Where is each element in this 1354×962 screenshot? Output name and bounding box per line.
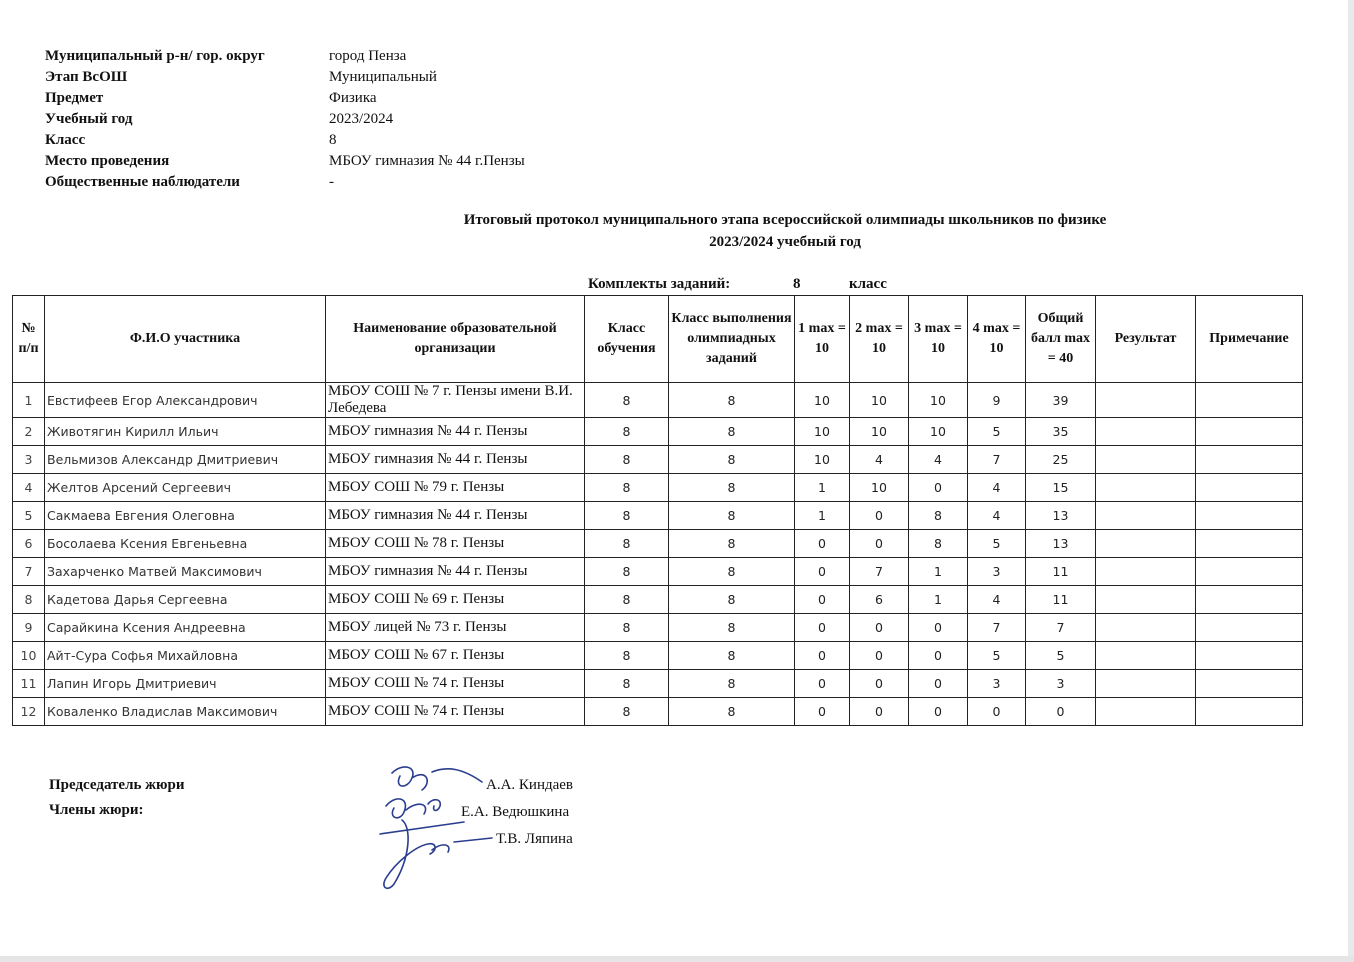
grade: 8 xyxy=(585,418,669,446)
score-total: 3 xyxy=(1026,670,1096,698)
meta-label: Класс xyxy=(45,132,86,148)
score-task-4: 5 xyxy=(968,418,1026,446)
organization: МБОУ гимназия № 44 г. Пензы xyxy=(326,558,585,586)
task-grade: 8 xyxy=(669,502,795,530)
task-grade: 8 xyxy=(669,586,795,614)
meta-label: Предмет xyxy=(45,90,104,106)
header-org: Наименование образовательной организации xyxy=(326,296,585,383)
task-grade: 8 xyxy=(669,530,795,558)
meta-row xyxy=(45,172,525,193)
table-row xyxy=(13,670,1303,698)
organization: МБОУ гимназия № 44 г. Пензы xyxy=(326,446,585,474)
note xyxy=(1196,642,1303,670)
score-task-2: 0 xyxy=(850,530,909,558)
table-row xyxy=(13,558,1303,586)
meta-value: 2023/2024 xyxy=(329,111,394,127)
table-row xyxy=(13,586,1303,614)
note xyxy=(1196,474,1303,502)
result xyxy=(1096,642,1196,670)
header-result: Результат xyxy=(1096,296,1196,383)
score-task-3: 0 xyxy=(909,474,968,502)
result xyxy=(1096,558,1196,586)
meta-row xyxy=(45,46,525,67)
participant-name: Кадетова Дарья Сергеевна xyxy=(45,586,326,614)
grade: 8 xyxy=(585,474,669,502)
task-grade: 8 xyxy=(669,474,795,502)
jury-chair-label: Председатель жюри xyxy=(49,777,185,793)
result xyxy=(1096,418,1196,446)
meta-row xyxy=(45,109,525,130)
row-number: 2 xyxy=(13,418,45,446)
score-task-4: 3 xyxy=(968,670,1026,698)
meta-row xyxy=(45,130,525,151)
grade: 8 xyxy=(585,642,669,670)
meta-value: Муниципальный xyxy=(329,69,437,85)
score-task-2: 7 xyxy=(850,558,909,586)
jury-members-label: Члены жюри: xyxy=(49,802,144,818)
score-task-2: 0 xyxy=(850,502,909,530)
score-total: 11 xyxy=(1026,586,1096,614)
organization: МБОУ СОШ № 78 г. Пензы xyxy=(326,530,585,558)
note xyxy=(1196,502,1303,530)
page-edge xyxy=(1348,0,1354,962)
kits-suffix: класс xyxy=(849,276,887,292)
score-total: 13 xyxy=(1026,502,1096,530)
task-grade: 8 xyxy=(669,698,795,726)
note xyxy=(1196,586,1303,614)
score-task-2: 0 xyxy=(850,698,909,726)
kits-label: Комплекты заданий: xyxy=(588,276,731,292)
note xyxy=(1196,670,1303,698)
task-kits-line xyxy=(588,276,887,293)
grade: 8 xyxy=(585,558,669,586)
score-total: 13 xyxy=(1026,530,1096,558)
score-total: 5 xyxy=(1026,642,1096,670)
table-row xyxy=(13,530,1303,558)
score-task-4: 5 xyxy=(968,642,1026,670)
participant-name: Босолаева Ксения Евгеньевна xyxy=(45,530,326,558)
score-task-3: 1 xyxy=(909,558,968,586)
row-number: 1 xyxy=(13,383,45,418)
table-header-row xyxy=(13,296,1303,383)
result xyxy=(1096,614,1196,642)
organization: МБОУ СОШ № 67 г. Пензы xyxy=(326,642,585,670)
participant-name: Захарченко Матвей Максимович xyxy=(45,558,326,586)
score-total: 15 xyxy=(1026,474,1096,502)
header-name: Ф.И.О участника xyxy=(45,296,326,383)
grade: 8 xyxy=(585,586,669,614)
table-row xyxy=(13,642,1303,670)
grade: 8 xyxy=(585,383,669,418)
task-grade: 8 xyxy=(669,670,795,698)
participant-name: Животягин Кирилл Ильич xyxy=(45,418,326,446)
score-task-3: 1 xyxy=(909,586,968,614)
note xyxy=(1196,383,1303,418)
table-row xyxy=(13,383,1303,418)
task-grade: 8 xyxy=(669,558,795,586)
score-task-2: 0 xyxy=(850,642,909,670)
header-num: № п/п xyxy=(13,296,45,383)
score-task-4: 5 xyxy=(968,530,1026,558)
participant-name: Вельмизов Александр Дмитриевич xyxy=(45,446,326,474)
meta-value: город Пенза xyxy=(329,48,407,64)
header-task-grade: Класс выполнения олимпиадных заданий xyxy=(669,296,795,383)
row-number: 8 xyxy=(13,586,45,614)
row-number: 6 xyxy=(13,530,45,558)
score-task-1: 10 xyxy=(795,383,850,418)
score-task-2: 0 xyxy=(850,614,909,642)
result xyxy=(1096,530,1196,558)
result xyxy=(1096,383,1196,418)
table-row xyxy=(13,698,1303,726)
note xyxy=(1196,558,1303,586)
row-number: 4 xyxy=(13,474,45,502)
note xyxy=(1196,698,1303,726)
meta-value: МБОУ гимназия № 44 г.Пензы xyxy=(329,153,525,169)
score-task-4: 9 xyxy=(968,383,1026,418)
page-bottom-edge xyxy=(0,956,1354,962)
row-number: 5 xyxy=(13,502,45,530)
protocol-year: 2023/2024 учебный год xyxy=(709,234,861,250)
score-task-3: 0 xyxy=(909,698,968,726)
organization: МБОУ СОШ № 74 г. Пензы xyxy=(326,698,585,726)
participant-name: Сакмаева Евгения Олеговна xyxy=(45,502,326,530)
meta-row xyxy=(45,67,525,88)
score-task-2: 10 xyxy=(850,474,909,502)
results-table xyxy=(12,295,1303,726)
participant-name: Коваленко Владислав Максимович xyxy=(45,698,326,726)
grade: 8 xyxy=(585,670,669,698)
score-task-3: 10 xyxy=(909,383,968,418)
score-task-4: 4 xyxy=(968,474,1026,502)
grade: 8 xyxy=(585,446,669,474)
organization: МБОУ СОШ № 7 г. Пензы имени В.И. Лебедева xyxy=(326,383,585,418)
jury-member-1: Е.А. Ведюшкина xyxy=(461,804,570,820)
score-task-2: 0 xyxy=(850,670,909,698)
table-row xyxy=(13,446,1303,474)
score-task-3: 0 xyxy=(909,642,968,670)
score-task-1: 0 xyxy=(795,642,850,670)
score-total: 11 xyxy=(1026,558,1096,586)
grade: 8 xyxy=(585,530,669,558)
meta-label: Учебный год xyxy=(45,111,133,127)
participant-name: Сарайкина Ксения Андреевна xyxy=(45,614,326,642)
row-number: 11 xyxy=(13,670,45,698)
organization: МБОУ гимназия № 44 г. Пензы xyxy=(326,502,585,530)
score-task-2: 6 xyxy=(850,586,909,614)
header-total: Общий балл max = 40 xyxy=(1026,296,1096,383)
note xyxy=(1196,614,1303,642)
score-total: 7 xyxy=(1026,614,1096,642)
score-total: 0 xyxy=(1026,698,1096,726)
organization: МБОУ лицей № 73 г. Пензы xyxy=(326,614,585,642)
score-task-1: 0 xyxy=(795,586,850,614)
participant-name: Айт-Сура Софья Михайловна xyxy=(45,642,326,670)
score-task-4: 0 xyxy=(968,698,1026,726)
score-task-2: 10 xyxy=(850,418,909,446)
score-task-4: 4 xyxy=(968,586,1026,614)
protocol-title: Итоговый протокол муниципального этапа всероссийской олимпиады школьников по физике xyxy=(463,212,1107,228)
note xyxy=(1196,530,1303,558)
participant-name: Евстифеев Егор Александрович xyxy=(45,383,326,418)
score-task-3: 10 xyxy=(909,418,968,446)
result xyxy=(1096,474,1196,502)
meta-value: Физика xyxy=(329,90,377,106)
meta-row xyxy=(45,151,525,172)
participant-name: Желтов Арсений Сергеевич xyxy=(45,474,326,502)
score-total: 39 xyxy=(1026,383,1096,418)
score-task-1: 0 xyxy=(795,558,850,586)
result xyxy=(1096,446,1196,474)
result xyxy=(1096,670,1196,698)
task-grade: 8 xyxy=(669,418,795,446)
organization: МБОУ СОШ № 79 г. Пензы xyxy=(326,474,585,502)
score-task-1: 1 xyxy=(795,502,850,530)
score-task-4: 3 xyxy=(968,558,1026,586)
organization: МБОУ гимназия № 44 г. Пензы xyxy=(326,418,585,446)
kits-grade: 8 xyxy=(793,276,801,292)
score-task-1: 1 xyxy=(795,474,850,502)
task-grade: 8 xyxy=(669,446,795,474)
organization: МБОУ СОШ № 74 г. Пензы xyxy=(326,670,585,698)
result xyxy=(1096,698,1196,726)
score-task-3: 8 xyxy=(909,530,968,558)
handwritten-signatures xyxy=(372,758,512,898)
jury-chair-name: А.А. Киндаев xyxy=(486,777,574,793)
meta-row xyxy=(45,88,525,109)
score-task-3: 0 xyxy=(909,670,968,698)
row-number: 9 xyxy=(13,614,45,642)
score-task-3: 8 xyxy=(909,502,968,530)
score-task-1: 0 xyxy=(795,698,850,726)
score-task-4: 7 xyxy=(968,446,1026,474)
score-task-3: 4 xyxy=(909,446,968,474)
meta-value: - xyxy=(329,174,334,190)
result xyxy=(1096,502,1196,530)
score-task-1: 0 xyxy=(795,530,850,558)
header-task-2: 2 max = 10 xyxy=(850,296,909,383)
meta-label: Общественные наблюдатели xyxy=(45,174,240,190)
grade: 8 xyxy=(585,502,669,530)
header-task-1: 1 max = 10 xyxy=(795,296,850,383)
header-task-3: 3 max = 10 xyxy=(909,296,968,383)
note xyxy=(1196,418,1303,446)
score-total: 35 xyxy=(1026,418,1096,446)
grade: 8 xyxy=(585,614,669,642)
score-task-2: 4 xyxy=(850,446,909,474)
meta-value: 8 xyxy=(329,132,337,148)
row-number: 3 xyxy=(13,446,45,474)
score-task-1: 0 xyxy=(795,670,850,698)
meta-label: Этап ВсОШ xyxy=(45,69,128,85)
meta-block xyxy=(45,46,525,193)
row-number: 12 xyxy=(13,698,45,726)
score-task-1: 10 xyxy=(795,446,850,474)
header-grade: Класс обучения xyxy=(585,296,669,383)
task-grade: 8 xyxy=(669,614,795,642)
task-grade: 8 xyxy=(669,383,795,418)
score-task-3: 0 xyxy=(909,614,968,642)
score-total: 25 xyxy=(1026,446,1096,474)
table-row xyxy=(13,614,1303,642)
participant-name: Лапин Игорь Дмитриевич xyxy=(45,670,326,698)
header-note: Примечание xyxy=(1196,296,1303,383)
meta-label: Место проведения xyxy=(45,153,170,169)
table-row xyxy=(13,418,1303,446)
meta-label: Муниципальный р-н/ гор. округ xyxy=(45,48,265,64)
header-task-4: 4 max = 10 xyxy=(968,296,1026,383)
task-grade: 8 xyxy=(669,642,795,670)
score-task-4: 4 xyxy=(968,502,1026,530)
score-task-1: 0 xyxy=(795,614,850,642)
score-task-1: 10 xyxy=(795,418,850,446)
table-row xyxy=(13,502,1303,530)
table-row xyxy=(13,474,1303,502)
score-task-4: 7 xyxy=(968,614,1026,642)
note xyxy=(1196,446,1303,474)
organization: МБОУ СОШ № 69 г. Пензы xyxy=(326,586,585,614)
row-number: 7 xyxy=(13,558,45,586)
score-task-2: 10 xyxy=(850,383,909,418)
result xyxy=(1096,586,1196,614)
grade: 8 xyxy=(585,698,669,726)
row-number: 10 xyxy=(13,642,45,670)
jury-member-2: Т.В. Ляпина xyxy=(496,831,573,847)
